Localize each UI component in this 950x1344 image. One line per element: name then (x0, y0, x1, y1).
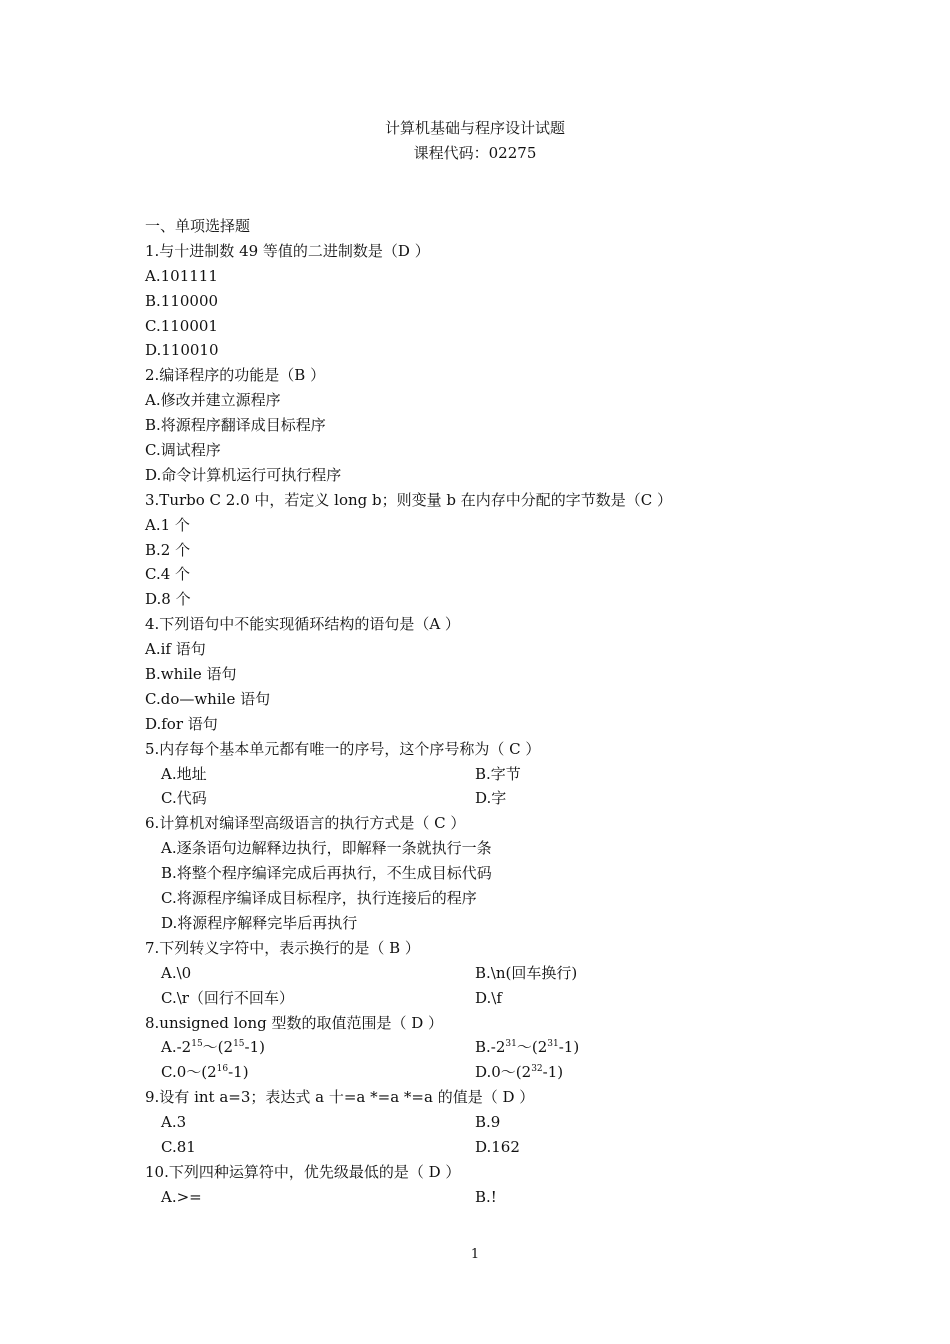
question-10-options-row-1 (145, 1185, 805, 1210)
question-2-option-d: D.命令计算机运行可执行程序 (145, 465, 342, 484)
question-2-option-c: C.调试程序 (145, 441, 221, 460)
question-8-option-a: $A.-2^{15}\sim(2^{15}-1)$ (161, 1038, 265, 1057)
question-7-option-a: A.\0 (161, 963, 192, 982)
question-5-options-row-1 (145, 762, 805, 787)
question-3-option-d: D.8 个 (145, 590, 191, 609)
question-4-option-a: A.if 语句 (145, 640, 206, 659)
question-3-option-b: B.2 个 (145, 540, 191, 559)
question-2-stem: 2.编译程序的功能是（B ） (145, 366, 326, 385)
question-4-option-b: B.while 语句 (145, 665, 237, 684)
question-5-option-d: D.字 (475, 789, 507, 808)
question-9-options-row-2 (145, 1135, 805, 1160)
question-8-options-row-2 (145, 1060, 805, 1085)
question-6-option-b: B.将整个程序编译完成后再执行，不生成目标代码 (161, 864, 492, 883)
question-7-stem: 7.下列转义字符中，表示换行的是（ B ） (145, 938, 420, 957)
question-5-option-c: C.代码 (161, 789, 207, 808)
question-7-option-d: D.\f (475, 988, 502, 1007)
section-heading: 一、单项选择题 (145, 217, 251, 235)
question-8-option-c: $C.0\sim(2^{16}-1)$ (161, 1063, 249, 1082)
question-5-options-row-2 (145, 786, 805, 811)
question-9-option-b: B.9 (475, 1113, 501, 1132)
question-1-option-c: C.110001 (145, 316, 218, 335)
question-10-option-a: A.>= (161, 1187, 202, 1206)
question-2-option-b: B.将源程序翻译成目标程序 (145, 416, 326, 435)
question-8-option-b: $B.-2^{31}\sim(2^{31}-1)$ (475, 1038, 580, 1057)
course-code: 课程代码：02275 (413, 144, 537, 162)
question-1-option-a: A.101111 (145, 266, 218, 285)
question-6-option-c: C.将源程序编译成目标程序，执行连接后的程序 (161, 889, 477, 908)
page-number: 1 (470, 1247, 480, 1262)
question-5-option-b: B.字节 (475, 764, 521, 783)
question-9-option-d: D.162 (475, 1137, 520, 1156)
question-9-stem: 9.设有 int a=3；表达式 a 十=a *=a *=a 的值是（ D ） (145, 1088, 535, 1107)
question-9-option-a: A.3 (161, 1113, 187, 1132)
question-4-stem: 4.下列语句中不能实现循环结构的语句是（A ） (145, 615, 460, 634)
question-6-option-a: A.逐条语句边解释边执行，即解释一条就执行一条 (161, 839, 492, 858)
question-1-stem: 1.与十进制数 49 等值的二进制数是（D ） (145, 241, 430, 260)
question-10-stem: 10.下列四种运算符中，优先级最低的是（ D ） (145, 1162, 461, 1181)
question-3-option-a: A.1 个 (145, 515, 190, 534)
question-6-option-d: D.将源程序解释完毕后再执行 (161, 913, 358, 932)
question-7-options-row-1 (145, 961, 805, 986)
question-4-option-d: D.for 语句 (145, 714, 218, 733)
question-6-stem: 6.计算机对编译型高级语言的执行方式是（ C ） (145, 814, 466, 833)
question-7-option-b: B.\n(回车换行) (475, 963, 578, 982)
question-3-stem: 3.Turbo C 2.0 中，若定义 long b；则变量 b 在内存中分配的字节数是（C ） (145, 490, 673, 509)
question-list (145, 214, 805, 1210)
question-10-option-b: B.! (475, 1187, 497, 1206)
document-title: 计算机基础与程序设计试题 (384, 119, 565, 137)
question-4-option-c: C.do—while 语句 (145, 689, 271, 708)
document-header (0, 116, 950, 166)
question-3-option-c: C.4 个 (145, 565, 191, 584)
question-2-option-a: A.修改并建立源程序 (145, 391, 281, 410)
question-7-options-row-2 (145, 986, 805, 1011)
question-1-option-b: B.110000 (145, 291, 219, 310)
question-9-option-c: C.81 (161, 1137, 196, 1156)
question-5-stem: 5.内存每个基本单元都有唯一的序号，这个序号称为（ C ） (145, 739, 541, 758)
question-5-option-a: A.地址 (161, 764, 207, 783)
question-8-options-row-1 (145, 1035, 805, 1060)
question-1-option-d: D.110010 (145, 341, 219, 360)
question-7-option-c: C.\r（回行不回车） (161, 988, 294, 1007)
question-9-options-row-1 (145, 1110, 805, 1135)
question-8-stem: 8.unsigned long 型数的取值范围是（ D ） (145, 1013, 444, 1032)
question-8-option-d: $D.0\sim(2^{32}-1)$ (475, 1063, 564, 1082)
